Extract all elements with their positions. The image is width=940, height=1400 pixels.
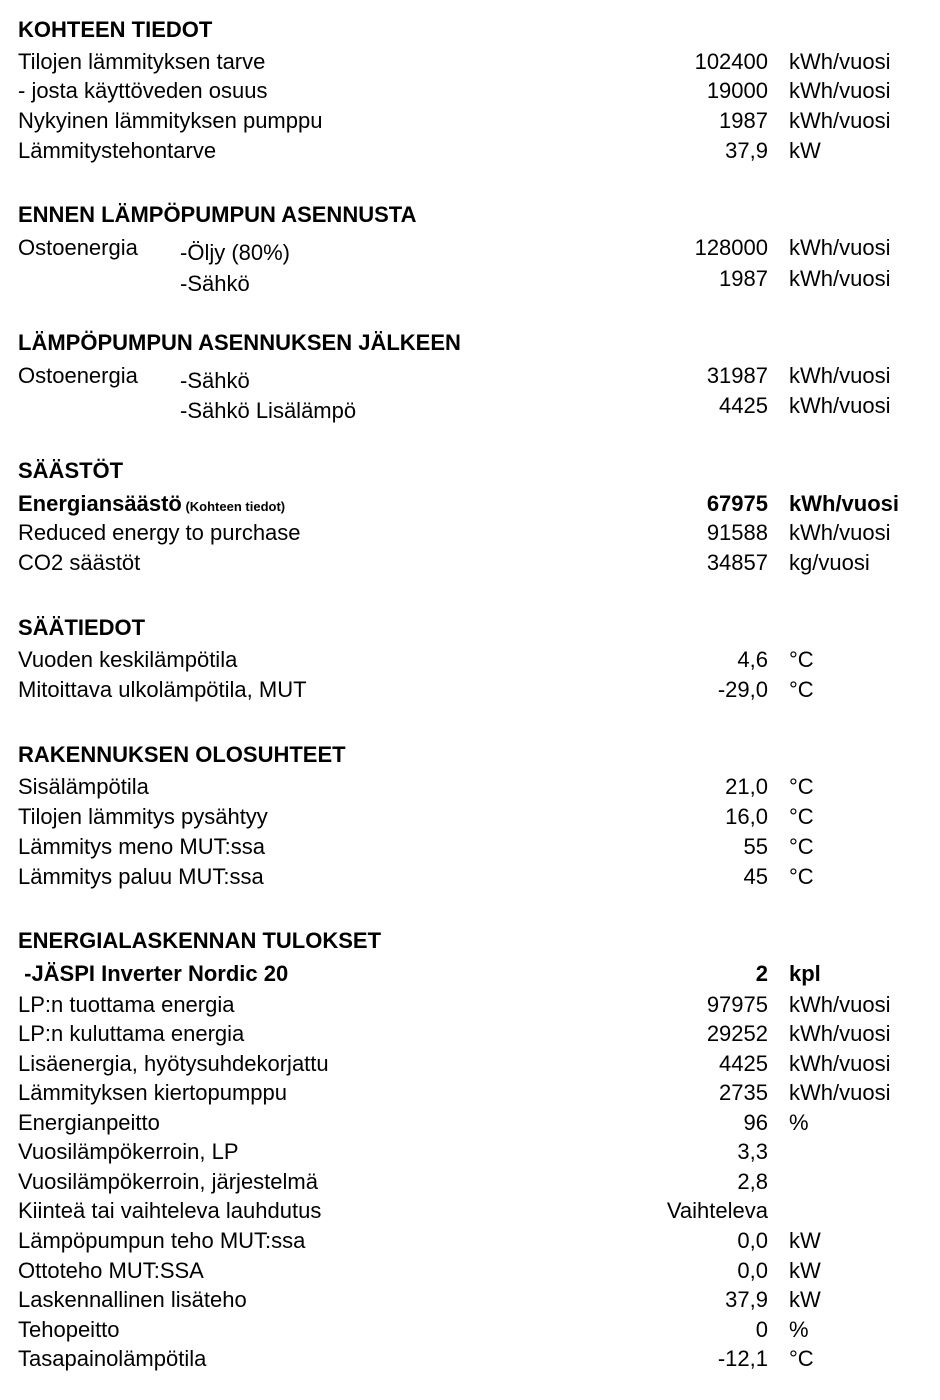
row-value: 4,6: [737, 647, 768, 672]
row-label: Laskennallinen lisäteho: [18, 1287, 247, 1312]
row-unit: kWh/vuosi: [789, 1080, 891, 1105]
row-value: 45: [743, 864, 768, 889]
row-label: Lämmitystehontarve: [18, 138, 217, 163]
row-note: (Kohteen tiedot): [181, 499, 286, 514]
row-sublabel: -Sähkö Lisälämpö: [180, 398, 357, 423]
row-unit: °C: [789, 1346, 814, 1371]
data-row: [18, 675, 918, 705]
section-title-tulokset: ENERGIALASKENNAN TULOKSET: [18, 928, 382, 953]
data-row: [18, 1108, 918, 1138]
data-row: [18, 1049, 918, 1079]
row-label: Vuosilämpökerroin, LP: [18, 1139, 239, 1164]
row-label: Kiinteä tai vaihteleva lauhdutus: [18, 1198, 322, 1223]
row-value: 4425: [719, 1051, 768, 1076]
row-label: Ostoenergia: [18, 363, 138, 388]
row-unit: kWh/vuosi: [789, 491, 900, 516]
row-unit: °C: [789, 677, 814, 702]
row-unit: kWh/vuosi: [789, 266, 891, 291]
data-row: [18, 264, 918, 294]
row-unit: kWh/vuosi: [789, 363, 891, 388]
section-title-ennen: ENNEN LÄMPÖPUMPUN ASENNUSTA: [18, 202, 417, 227]
row-value: 34857: [706, 550, 768, 575]
row-unit: kW: [789, 1287, 821, 1312]
section-title-rakennus: RAKENNUKSEN OLOSUHTEET: [18, 742, 346, 767]
row-unit: kWh/vuosi: [789, 78, 891, 103]
row-value: 96: [743, 1110, 768, 1135]
row-label: Lisäenergia, hyötysuhdekorjattu: [18, 1051, 329, 1076]
row-value: 4425: [719, 393, 768, 418]
data-row: [18, 233, 918, 263]
row-value: 29252: [706, 1021, 768, 1046]
data-row: [18, 1344, 918, 1374]
row-value: 1987: [719, 266, 768, 291]
row-value: 21,0: [725, 774, 768, 799]
row-value: 0,0: [737, 1228, 768, 1253]
row-value: -29,0: [717, 677, 768, 702]
row-value: Vaihteleva: [666, 1198, 768, 1223]
row-unit: °C: [789, 774, 814, 799]
row-unit: kWh/vuosi: [789, 235, 891, 260]
row-label: Lämmityksen kiertopumppu: [18, 1080, 288, 1105]
data-row: [18, 1226, 918, 1256]
data-row: [18, 136, 918, 166]
row-value: 37,9: [725, 138, 768, 163]
row-label: LP:n tuottama energia: [18, 992, 235, 1017]
row-value: 0: [755, 1317, 768, 1342]
row-label: Energiansäästö (Kohteen tiedot): [18, 491, 286, 516]
row-label: Vuosilämpökerroin, järjestelmä: [18, 1169, 318, 1194]
row-label: Mitoittava ulkolämpötila, MUT: [18, 677, 307, 702]
data-row: [18, 361, 918, 391]
row-value: 37,9: [725, 1287, 768, 1312]
row-unit: kpl: [789, 961, 821, 986]
row-unit: kg/vuosi: [789, 550, 870, 575]
data-row: [18, 1137, 918, 1167]
row-value: 2735: [719, 1080, 768, 1105]
row-unit: kW: [789, 1228, 821, 1253]
row-value: 16,0: [725, 804, 768, 829]
row-label: -JÄSPI Inverter Nordic 20: [18, 961, 289, 986]
data-row: [18, 47, 918, 77]
row-label: Reduced energy to purchase: [18, 520, 301, 545]
row-unit: kWh/vuosi: [789, 1021, 891, 1046]
data-row: [18, 518, 918, 548]
row-unit: °C: [789, 804, 814, 829]
row-value: 3,3: [737, 1139, 768, 1164]
row-unit: %: [789, 1110, 809, 1135]
data-row: [18, 862, 918, 892]
row-label: - josta käyttöveden osuus: [18, 78, 268, 103]
data-row: [18, 772, 918, 802]
data-row: [18, 1256, 918, 1286]
row-label: Ostoenergia: [18, 235, 138, 260]
row-label: Vuoden keskilämpötila: [18, 647, 238, 672]
row-label: Lämmitys paluu MUT:ssa: [18, 864, 264, 889]
data-row: [18, 832, 918, 862]
row-label: Tilojen lämmitys pysähtyy: [18, 804, 268, 829]
row-sublabel: -Sähkö: [180, 368, 250, 393]
row-value: 55: [743, 834, 768, 859]
row-unit: kWh/vuosi: [789, 992, 891, 1017]
data-row: [18, 106, 918, 136]
row-value: 0,0: [737, 1258, 768, 1283]
data-row: [18, 1285, 918, 1315]
row-label: Tasapainolämpötila: [18, 1346, 207, 1371]
row-value: 19000: [706, 78, 768, 103]
section-title-saastot: SÄÄSTÖT: [18, 458, 124, 483]
data-row: [18, 1196, 918, 1226]
data-row: [18, 990, 918, 1020]
row-value: 97975: [706, 992, 768, 1017]
row-value: 91588: [706, 520, 768, 545]
row-label: Lämpöpumpun teho MUT:ssa: [18, 1228, 306, 1253]
row-value: 67975: [706, 491, 768, 516]
row-label: LP:n kuluttama energia: [18, 1021, 245, 1046]
row-unit: kW: [789, 1258, 821, 1283]
data-row: [18, 959, 918, 989]
row-value: 128000: [694, 235, 768, 260]
row-label: Nykyinen lämmityksen pumppu: [18, 108, 323, 133]
row-value: 2: [755, 961, 768, 986]
row-label: CO2 säästöt: [18, 550, 141, 575]
data-row: [18, 1078, 918, 1108]
row-unit: %: [789, 1317, 809, 1342]
data-row: [18, 391, 918, 421]
row-label: Sisälämpötila: [18, 774, 149, 799]
row-label: Ottoteho MUT:SSA: [18, 1258, 204, 1283]
row-value: 2,8: [737, 1169, 768, 1194]
section-title-kohteen: KOHTEEN TIEDOT: [18, 17, 213, 42]
row-unit: °C: [789, 864, 814, 889]
row-unit: °C: [789, 834, 814, 859]
data-row: [18, 489, 918, 519]
row-sublabel: -Öljy (80%): [180, 240, 291, 265]
data-row: [18, 802, 918, 832]
section-title-saatiedot: SÄÄTIEDOT: [18, 615, 146, 640]
row-label: Tilojen lämmityksen tarve: [18, 49, 266, 74]
data-row: [18, 1019, 918, 1049]
data-row: [18, 548, 918, 578]
row-value: 102400: [694, 49, 768, 74]
data-row: [18, 1167, 918, 1197]
row-unit: kW: [789, 138, 821, 163]
data-row: [18, 645, 918, 675]
row-unit: kWh/vuosi: [789, 1051, 891, 1076]
section-title-jalkeen: LÄMPÖPUMPUN ASENNUKSEN JÄLKEEN: [18, 330, 461, 355]
row-unit: kWh/vuosi: [789, 393, 891, 418]
row-label: Lämmitys meno MUT:ssa: [18, 834, 265, 859]
row-value: 31987: [706, 363, 768, 388]
row-unit: kWh/vuosi: [789, 49, 891, 74]
data-row: [18, 1315, 918, 1345]
row-label: Energianpeitto: [18, 1110, 160, 1135]
row-sublabel: -Sähkö: [180, 271, 250, 296]
row-unit: °C: [789, 647, 814, 672]
row-value: -12,1: [717, 1346, 768, 1371]
row-label: Tehopeitto: [18, 1317, 120, 1342]
data-row: [18, 76, 918, 106]
row-value: 1987: [719, 108, 768, 133]
row-unit: kWh/vuosi: [789, 520, 891, 545]
row-unit: kWh/vuosi: [789, 108, 891, 133]
